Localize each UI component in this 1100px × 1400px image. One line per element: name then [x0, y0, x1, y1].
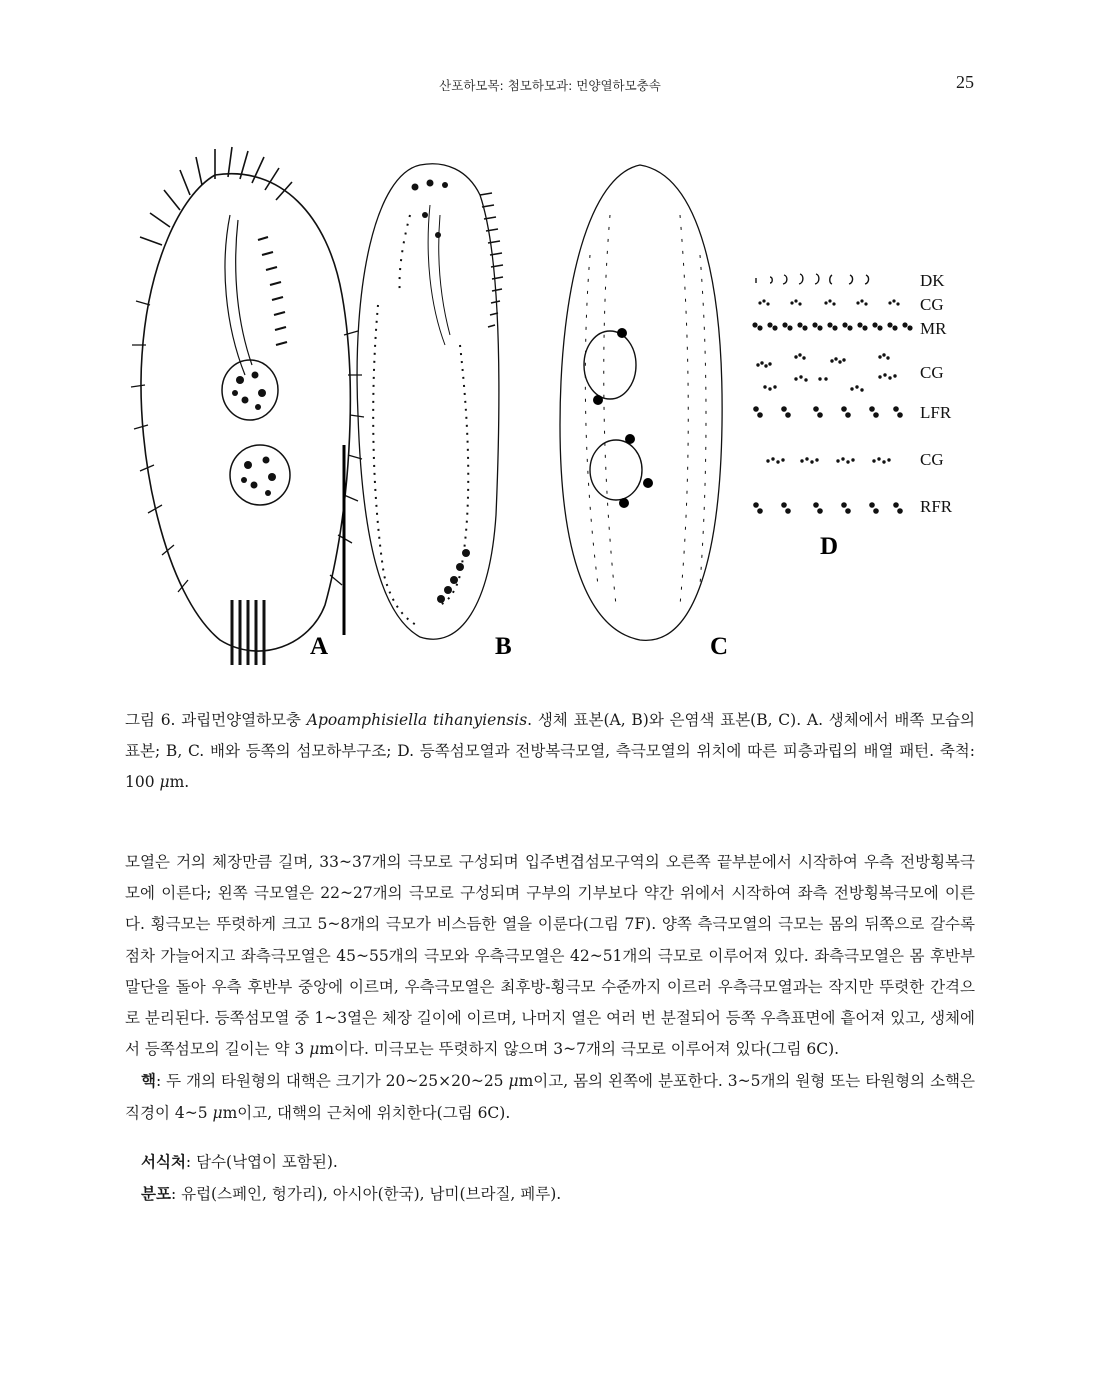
panel-a-body-outline	[141, 174, 350, 651]
body-paragraph-1	[125, 847, 975, 1065]
panel-c-dorsal-kineties	[585, 215, 706, 605]
para1-mu: μ	[309, 1040, 320, 1059]
para1-end: m이다. 미극모는 뚜렷하지 않으며 3~7개의 극모로 이루어져 있다(그림 6C).	[319, 1040, 840, 1059]
panel-a-cirri-top	[140, 147, 292, 245]
page-number: 25	[956, 72, 974, 92]
d-label-mr: MR	[920, 319, 947, 338]
panel-d-granule-patterns	[752, 274, 912, 514]
habitat-text: : 담수(낙엽이 포함된).	[185, 1152, 338, 1171]
panel-label-a: A	[310, 633, 329, 660]
panel-a-oral-region	[225, 215, 252, 375]
d-label-cg-2: CG	[920, 363, 944, 382]
para2-a: : 두 개의 타원형의 대핵은 크기가 20~25×20~25	[155, 1072, 509, 1091]
caption-unit-m: m.	[169, 773, 190, 791]
panel-d-row-lfr	[753, 406, 903, 418]
distribution-text: : 유럽(스페인, 헝가리), 아시아(한국), 남미(브라질, 페루).	[170, 1185, 562, 1204]
distribution-label: 분포	[141, 1184, 171, 1204]
panel-d-row-cg-2	[756, 353, 896, 391]
panel-b-drawing	[357, 164, 503, 639]
body-text	[125, 847, 975, 1210]
panel-a-transverse-cirri	[232, 600, 264, 665]
panel-a-nuclear-granules	[232, 372, 276, 497]
habitat-paragraph	[125, 1146, 975, 1178]
figure-illustration	[120, 135, 980, 675]
panel-d-row-rfr	[753, 502, 903, 514]
figure-caption	[125, 705, 975, 798]
d-label-lfr: LFR	[920, 403, 952, 422]
caption-part2: . 생체 표본(A, B)와 은염색 표본(B, C). A. 생체에서 배쪽 모습의 표본; B, C. 배와 등쪽의 섬모하부구조; D. 등쪽섬모열과 전방복극모열, 측극모열의 위치에 따른 피층과립의 배열 패턴. 축척: 100	[125, 711, 976, 791]
d-label-rfr: RFR	[920, 497, 953, 516]
figure-6	[120, 135, 980, 675]
para2-mu-1: μ	[508, 1072, 519, 1091]
para1-text: 모열은 거의 체장만큼 길며, 33~37개의 극모로 구성되며 입주변겹섬모구역의 오른쪽 끝부분에서 시작하여 우측 전방횡복극모에 이른다; 왼쪽 극모열은 22~27개의 극모로 구성되며 구부의 기부보다 약간 위에서 시작하여 좌측 전방횡복극모에 이른다. 횡극모는 뚜렷하게 크고 5~8개의 극모가 비스듬한 열을 이룬다(그림 7F). 양쪽 측극모열의 극모는 몸의 뒤쪽으로 갈수록 점차 가늘어지고 좌측극모열은 45~55개의 극모와 우측극모열은 42~51개의 극모로 이루어져 있다. 좌측극모열은 몸 후반부 말단을 돌아 우측 후반부 중앙에 이르며, 우측극모열은 최후방-횡극모 수준까지 이르러 우측극모열과는 작지만 뚜렷한 간격으로 분리된다. 등쪽섬모열 중 1~3열은 체장 길이에 이르며, 나머지 열은 여러 번 분절되어 등쪽 우측표면에 흩어져 있고, 생체에서 등쪽섬모의 길이는 약 3	[125, 853, 975, 1059]
para2-b: m이고, 몸의 왼쪽에 분포한다. 3~5개의 원형 또는 타원형의 소핵은 직경이 4~5	[125, 1072, 975, 1122]
panel-c-drawing	[560, 165, 722, 640]
panel-d-row-mr	[752, 322, 912, 330]
habitat-label: 서식처	[141, 1151, 186, 1171]
panel-c-body-outline	[560, 165, 722, 640]
caption-part1: 그림 6. 과립먼양열하모충	[125, 711, 307, 729]
panel-b-membranelles	[480, 193, 503, 327]
caption-unit-mu: μ	[159, 773, 170, 791]
panel-label-d: D	[820, 533, 839, 560]
paragraph-gap	[125, 1129, 975, 1146]
panel-a-macronucleus-2	[230, 445, 290, 505]
d-label-dk: DK	[920, 271, 945, 290]
panel-c-macronucleus-1	[584, 331, 636, 399]
panel-c-micronuclei	[593, 328, 653, 508]
caption-species: Apoamphisiella tihanyiensis	[306, 711, 528, 729]
panel-d-row-dk	[756, 274, 869, 284]
para2-label: 핵	[141, 1071, 156, 1091]
d-label-cg-1: CG	[920, 295, 944, 314]
distribution-paragraph	[125, 1178, 975, 1210]
running-title: 산포하모목: 첨모하모과: 먼양열하모충속	[439, 78, 661, 93]
panel-b-right-marginal-row	[440, 345, 468, 605]
body-paragraph-2	[125, 1065, 975, 1128]
para2-c: m이고, 대핵의 근처에 위치한다(그림 6C).	[222, 1103, 511, 1122]
panel-a-membranelles	[258, 237, 287, 345]
d-label-cg-3: CG	[920, 450, 944, 469]
para2-mu-2: μ	[212, 1103, 223, 1122]
panel-c-macronucleus-2	[590, 440, 642, 500]
panel-b-cirri	[412, 180, 471, 604]
panel-a-macronucleus-1	[222, 360, 278, 420]
panel-label-b: B	[495, 633, 512, 660]
panel-d-row-cg-1	[758, 299, 899, 305]
panel-b-ventral-row	[399, 215, 410, 295]
panel-b-oral-region	[428, 205, 450, 345]
panel-a-drawing	[131, 147, 364, 665]
panel-label-c: C	[710, 633, 729, 660]
panel-d-row-cg-3	[766, 457, 890, 463]
